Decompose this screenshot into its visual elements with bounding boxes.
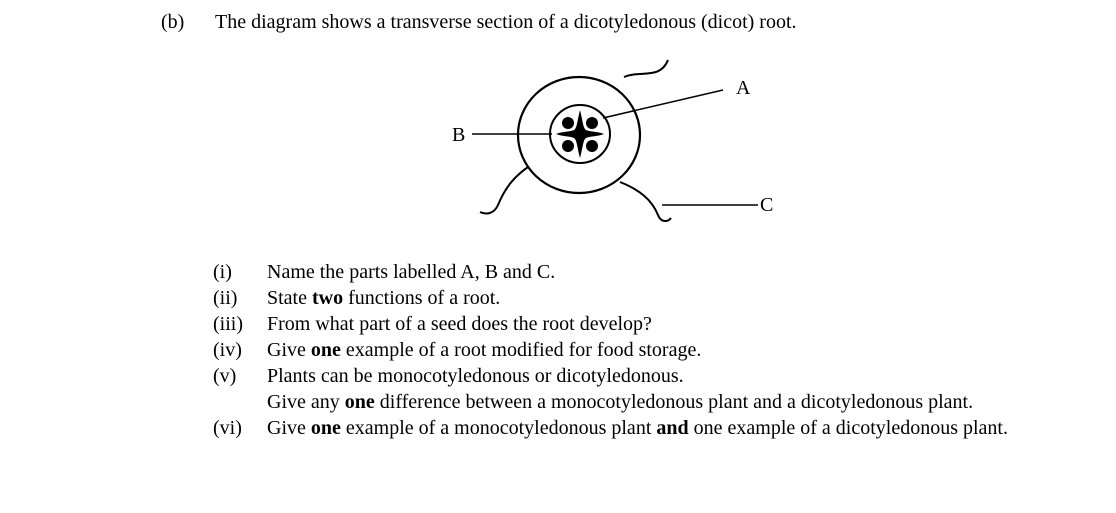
question-text [267, 363, 1093, 415]
question-number: (i) [213, 261, 232, 283]
question-text [267, 311, 1093, 337]
question-text [267, 259, 1093, 285]
question-text-segment: Give any [267, 391, 345, 413]
question-text-segment: Plants can be monocotyledonous or dicotyledonous. [267, 365, 684, 387]
question-item [213, 259, 1093, 285]
question-intro: The diagram shows a transverse section of a dicotyledonous (dicot) root. [215, 11, 797, 33]
emphasis-text: one [310, 417, 341, 439]
root-hair-top [624, 60, 668, 77]
question-text [267, 285, 1093, 311]
question-text-segment: From what part of a seed does the root develop? [267, 313, 652, 335]
root-hair-right [620, 182, 671, 221]
diagram-label-a: A [736, 77, 751, 99]
question-text-segment: difference between a monocotyledonous plant and a dicotyledonous plant. [374, 391, 974, 413]
diagram-label-c: C [760, 194, 774, 216]
question-number: (v) [213, 365, 237, 387]
root-hair-left [480, 165, 531, 214]
question-number: (ii) [213, 287, 238, 309]
phloem-dot [562, 117, 574, 129]
question-text-segment: Give [267, 417, 311, 439]
phloem-dot [586, 140, 598, 152]
question-text [267, 415, 1093, 441]
question-list [213, 259, 1093, 441]
question-text-segment: example of a monocotyledonous plant [340, 417, 657, 439]
diagram-label-b: B [452, 124, 466, 146]
question-number: (iii) [213, 313, 243, 335]
question-text-segment: functions of a root. [343, 287, 501, 309]
question-text-segment: Give [267, 339, 311, 361]
question-text-segment: example of a root modified for food storage. [340, 339, 702, 361]
question-item [213, 415, 1093, 441]
question-item [213, 337, 1093, 363]
emphasis-text: and [656, 417, 689, 439]
question-text-segment: State [267, 287, 312, 309]
question-item [213, 363, 1093, 415]
phloem-dot [562, 140, 574, 152]
question-part-label: (b) [161, 11, 185, 33]
question-text-segment: one example of a dicotyledonous plant. [688, 417, 1008, 439]
question-item [213, 285, 1093, 311]
question-item [213, 311, 1093, 337]
question-text-segment: Name the parts labelled A, B and C. [267, 261, 556, 283]
phloem-dot [586, 117, 598, 129]
emphasis-text: one [310, 339, 341, 361]
emphasis-text: one [344, 391, 375, 413]
question-text [267, 337, 1093, 363]
question-number: (iv) [213, 339, 242, 361]
question-number: (vi) [213, 417, 242, 439]
emphasis-text: two [312, 287, 344, 309]
